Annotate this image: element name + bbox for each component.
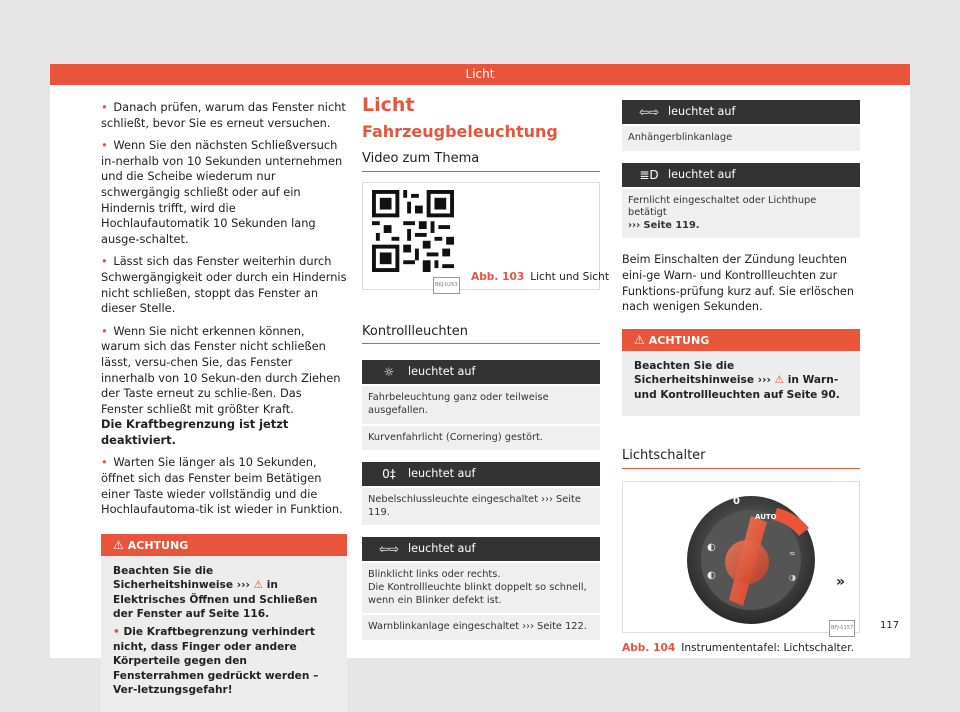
indicator-light: ☼ leuchtet auf Fahrbeleuchtung ganz oder teilweise ausgefallen. Kurvenfahrlicht (Cornering) gestört. <box>362 360 600 450</box>
list-item: • Wenn Sie den nächsten Schließversuch in-nerhalb von 10 Sekunden unternehmen und die Scheibe wiederum nur schwergängig schließt oder auf ein Hindernis trifft, wird die Hochlaufautomatik 10 Sekunden lang ausge-schaltet. <box>101 138 343 246</box>
svg-text:◐: ◐ <box>707 569 716 581</box>
warning-header: ⚠ ACHTUNG <box>622 329 860 351</box>
indicator-rear-fog: 0‡ leuchtet auf Nebelschlussleuchte eingeschaltet ››› Seite 119. <box>362 462 600 525</box>
warning-header: ⚠ ACHTUNG <box>101 534 347 556</box>
figure-code: BFJ-0157 <box>829 620 855 638</box>
dial-label-auto: AUTO <box>755 512 777 521</box>
trailer-turn-signal-icon: ⇦⇨ <box>638 105 660 119</box>
warning-icon: ⚠ <box>634 332 645 347</box>
figure-caption: Abb. 104 Instrumententafel: Lichtschalter. <box>622 641 854 654</box>
svg-text:◐: ◐ <box>707 541 716 553</box>
figure-light-switch <box>622 481 860 633</box>
light-icon: ☼ <box>383 365 395 380</box>
figure-qr <box>362 182 609 290</box>
column-middle <box>362 94 609 640</box>
light-switch-dial-icon <box>681 488 821 626</box>
figure-code: BKJ-0263 <box>433 277 460 295</box>
continue-mark: » <box>836 574 846 590</box>
indicator-row: Fahrbeleuchtung ganz oder teilweise ausgefallen. <box>362 386 600 423</box>
column-left <box>101 100 347 712</box>
intro-paragraph: Beim Einschalten der Zündung leuchten eini-ge Warn- und Kontrollleuchten zur Funktions-prüfung kurz auf. Sie erlöschen nach wenigen Sekunden. <box>622 253 854 314</box>
high-beam-icon: ≣D <box>639 167 659 182</box>
warning-box <box>622 329 860 416</box>
warning-body: Beachten Sie die Sicherheitshinweise ››› ⚠ in Warn- und Kontrollleuchten auf Seite 90. <box>634 359 840 401</box>
list-item: • Lässt sich das Fenster weiterhin durch Schwergängigkeit oder durch ein Hindernis nicht schließen, stoppt das Fenster an dieser Stelle. <box>101 254 347 316</box>
page-header: Licht <box>50 64 910 85</box>
indicator-row: Warnblinkanlage eingeschaltet ››› Seite 122. <box>362 615 600 640</box>
indicator-row: Nebelschlussleuchte eingeschaltet ››› Seite 119. <box>362 488 600 525</box>
column-right <box>622 100 860 656</box>
indicator-row: Kurvenfahrlicht (Cornering) gestört. <box>362 426 600 451</box>
warning-icon: ⚠ <box>774 374 785 387</box>
list-item: • Wenn Sie nicht erkennen können, warum sich das Fenster nicht schließen lässt, versu-chen Sie, das Fenster innerhalb von 10 Sekun-den durch Ziehen der Taste erneut zu schlie-ßen. Das Fenster schließt mit größter Kraft. <box>101 323 341 416</box>
page-title: Licht <box>362 94 415 116</box>
warning-icon: ⚠ <box>113 537 124 552</box>
svg-text:≈: ≈ <box>789 548 796 558</box>
indicator-row: Fernlicht eingeschaltet oder Lichthupe betätigt ››› Seite 119. <box>622 189 860 239</box>
section-kontrollleuchten: Kontrollleuchten <box>362 324 600 345</box>
section-lichtschalter: Lichtschalter <box>622 448 860 469</box>
rear-fog-light-icon: 0‡ <box>382 467 396 482</box>
figure-caption: Abb. 103 Licht und Sicht <box>471 270 609 283</box>
turn-signal-icon: ⇦⇨ <box>378 542 400 557</box>
page-number: 117 <box>880 620 900 631</box>
indicator-row: Anhängerblinkanlage <box>622 126 860 151</box>
video-heading: Video zum Thema <box>362 151 600 172</box>
dial-label-zero: 0 <box>733 495 740 507</box>
indicator-turn-signal: ⇦⇨ leuchtet auf Blinklicht links oder rechts. Die Kontrollleuchte blinkt doppelt so schnell, wenn ein Blinker defekt ist. Warnblinkanlage eingeschaltet ››› Seite 122. <box>362 537 600 639</box>
warning-body: Beachten Sie die Sicherheitshinweise ››› ⚠ in Elektrisches Öffnen und Schließen der Fenster auf Seite 116. • Die Kraftbegrenzung verhindert nicht, dass Finger oder andere Körperteile gegen den Fensterrahmen gedrückt werden – Ver-letzungsgefahr! <box>113 564 319 697</box>
qr-code-icon <box>372 190 454 272</box>
indicator-row: Blinklicht links oder rechts. Die Kontrollleuchte blinkt doppelt so schnell, wenn ein Blinker defekt ist. <box>362 563 600 613</box>
list-item: • Danach prüfen, warum das Fenster nicht schließt, bevor Sie es erneut versuchen. <box>101 100 346 130</box>
list-item: • Warten Sie länger als 10 Sekunden, öffnet sich das Fenster beim Betätigen einer Taste wieder vollständig und die Hochlaufautoma-tik ist wieder in Funktion. <box>101 455 343 517</box>
section-title: Fahrzeugbeleuchtung <box>362 121 558 141</box>
warning-box <box>101 534 347 712</box>
indicator-high-beam: ≣D leuchtet auf Fernlicht eingeschaltet oder Lichthupe betätigt ››› Seite 119. <box>622 163 860 239</box>
warning-icon: ⚠ <box>253 579 264 592</box>
svg-text:◑: ◑ <box>789 572 796 582</box>
indicator-trailer: ⇦⇨ leuchtet auf Anhängerblinkanlage <box>622 100 860 151</box>
bold-note: Die Kraftbegrenzung ist jetzt deaktiviert. <box>101 417 289 447</box>
